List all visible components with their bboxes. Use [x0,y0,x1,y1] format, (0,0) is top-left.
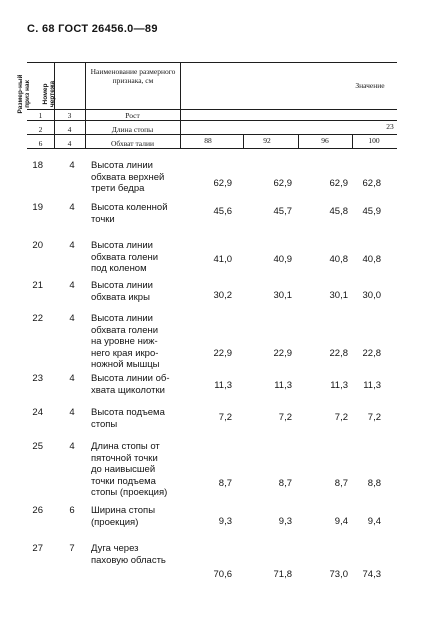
header-divider [27,148,397,149]
row-value: 30,2 [213,290,232,301]
row-feature-name: Дуга через паховую область [91,543,166,566]
row-feature-number: 18 [32,160,43,171]
subhead-b: 4 [67,139,72,148]
row-value: 8,7 [334,478,348,489]
row-value: 62,9 [329,178,348,189]
row-feature-name: Длина стопы от пяточной точки до наивысшей точки подъема стопы (проекция) [91,441,168,498]
row-value: 8,8 [367,478,381,489]
row-value: 45,6 [213,206,232,217]
row-feature-number: 19 [32,202,43,213]
col-header-drawing-number: Номер чертежа [42,80,56,108]
row-value: 71,8 [273,569,292,580]
col-header-values: Значение [355,81,385,90]
row-drawing-number: 4 [69,373,75,384]
row-drawing-number: 4 [69,240,75,251]
subhead-c: Рост [125,111,140,120]
row-feature-name: Высота линии обхвата голени на уровне ниж-него края икро-ножной мышцы [91,313,160,370]
row-value: 30,0 [362,290,381,301]
row-value: 7,2 [334,412,348,423]
row-feature-number: 23 [32,373,43,384]
row-value: 70,6 [213,569,232,580]
subhead-c: Обхват талии [111,139,154,148]
row-drawing-number: 6 [69,505,75,516]
row-value: 45,9 [362,206,381,217]
row-drawing-number: 7 [69,543,75,554]
row-value: 40,8 [362,254,381,265]
subhead-b: 3 [67,111,72,120]
row-value: 45,7 [273,206,292,217]
page-header: С. 68 ГОСТ 26456.0—89 [27,23,158,35]
size-column-label: 92 [263,136,271,145]
header-divider [27,109,397,110]
subhead-a: 6 [38,139,43,148]
header-divider [27,134,397,135]
row-feature-number: 21 [32,280,43,291]
row-value: 62,9 [273,178,292,189]
row-feature-name: Высота подъема стопы [91,407,165,430]
row-value: 11,3 [363,380,381,391]
row-feature-number: 26 [32,505,43,516]
column-divider [180,62,181,148]
row-value: 7,2 [367,412,381,423]
row-drawing-number: 4 [69,313,75,324]
col-header-feature-name: Наименование размерного признака, см [90,67,176,85]
row-drawing-number: 4 [69,280,75,291]
row-value: 9,3 [218,516,232,527]
subhead-c: Длина стопы [111,125,154,134]
row-value: 11,3 [330,380,348,391]
row-value: 11,3 [214,380,232,391]
row-feature-name: Высота коленной точки [91,202,168,225]
row-value: 9,4 [334,516,348,527]
row-drawing-number: 4 [69,160,75,171]
row-value: 9,4 [367,516,381,527]
table-top-border [27,62,397,63]
row-value: 30,1 [329,290,348,301]
header-divider [27,120,397,121]
row-value: 73,0 [329,569,348,580]
row-value: 62,9 [213,178,232,189]
row-value: 11,3 [274,380,292,391]
row-feature-number: 25 [32,441,43,452]
row-value: 41,0 [213,254,232,265]
subhead-value: 23 [386,122,394,131]
row-drawing-number: 4 [69,202,75,213]
row-value: 9,3 [278,516,292,527]
row-feature-name: Высота линии об-хвата щиколотки [91,373,170,396]
row-value: 40,9 [273,254,292,265]
subhead-a: 1 [38,111,43,120]
row-value: 22,8 [362,348,381,359]
row-drawing-number: 4 [69,407,75,418]
size-column-label: 96 [321,136,329,145]
row-drawing-number: 4 [69,441,75,452]
size-column-label: 100 [368,136,380,145]
row-value: 22,9 [213,348,232,359]
row-value: 7,2 [278,412,292,423]
row-feature-number: 27 [32,543,43,554]
row-feature-name: Высота линии обхвата голени под коленом [91,240,159,274]
column-divider [298,134,299,148]
size-column-label: 88 [204,136,212,145]
column-divider [352,134,353,148]
subhead-a: 2 [38,125,43,134]
row-value: 62,8 [362,178,381,189]
row-value: 8,7 [218,478,232,489]
row-value: 22,8 [329,348,348,359]
column-divider [243,134,244,148]
col-header-feature-number: Размер-ный приз нак [17,74,31,114]
row-value: 8,7 [278,478,292,489]
row-value: 74,3 [362,569,381,580]
row-feature-number: 22 [32,313,43,324]
row-value: 7,2 [218,412,232,423]
row-feature-number: 24 [32,407,43,418]
row-value: 30,1 [273,290,292,301]
row-feature-name: Высота линии обхвата икры [91,280,153,303]
row-feature-number: 20 [32,240,43,251]
row-feature-name: Высота линии обхвата верхней трети бедра [91,160,165,194]
column-divider [85,62,86,148]
row-value: 22,9 [273,348,292,359]
subhead-b: 4 [67,125,72,134]
row-feature-name: Ширина стопы (проекция) [91,505,156,528]
row-value: 45,8 [329,206,348,217]
row-value: 40,8 [329,254,348,265]
